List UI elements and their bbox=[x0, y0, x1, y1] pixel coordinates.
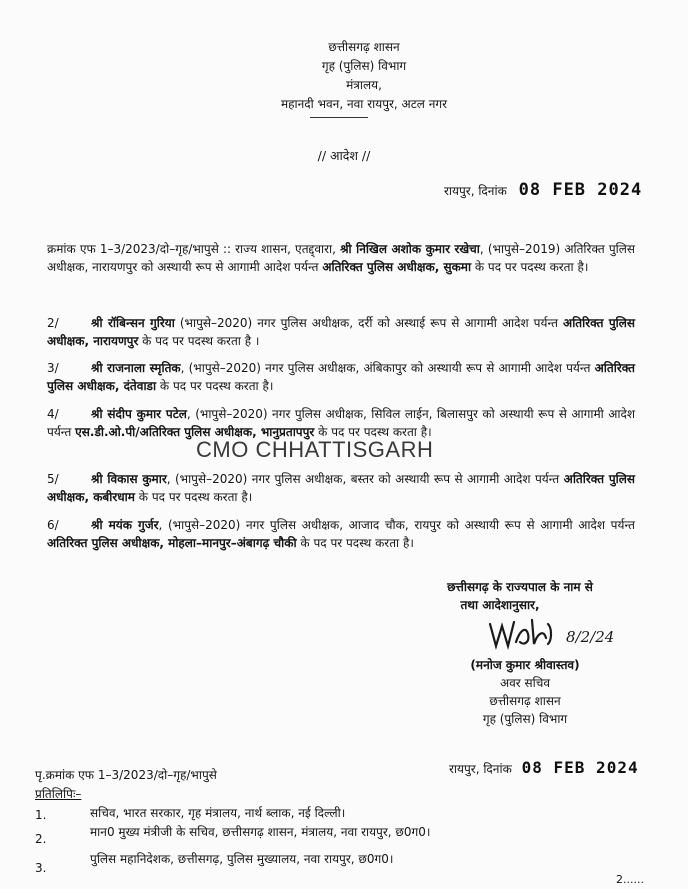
copy-item: सचिव, भारत सरकार, गृह मंत्रालय, नार्थ ब्लाक, नई दिल्ली। bbox=[90, 806, 346, 820]
copy-item-number: 2. bbox=[35, 832, 47, 846]
para-number: 2/ bbox=[47, 316, 59, 330]
order-paragraph-5 bbox=[47, 470, 635, 506]
officer-name: श्री मयंक गुर्जर bbox=[91, 518, 159, 532]
para-text: के पद पर पदस्थ करता है । bbox=[138, 334, 260, 348]
para-text: के पद पर पदस्थ करता है। bbox=[134, 490, 253, 504]
order-paragraph-1 bbox=[47, 240, 635, 276]
authority-line-2: तथा आदेशानुसार, bbox=[460, 598, 540, 612]
date-prefix: रायपुर, दिनांक bbox=[444, 184, 507, 198]
para-text: (भापुसे–2020) नगर पुलिस अधीक्षक, दर्री को अस्थाई रूप से आगामी आदेश पर्यन्त bbox=[174, 316, 564, 330]
para-number: 3/ bbox=[47, 361, 59, 375]
endorsement-ref: पृ.क्रमांक एफ 1–3/2023/दो–गृह/भापुसे bbox=[35, 768, 217, 782]
para-text: , (भापुसे–2020) नगर पुलिस अधीक्षक, अंबिकापुर को अस्थायी रूप से आगामी आदेश पर्यन्त bbox=[180, 361, 595, 375]
para-text: के पद पर पदस्थ करता है। bbox=[156, 379, 274, 393]
date-stamp: 08 FEB 2024 bbox=[521, 758, 639, 777]
new-posting: अतिरिक्त पुलिस अधीक्षक, मोहला–मानपुर–अंबागढ़ चौकी bbox=[47, 536, 297, 550]
para-text: के पद पर पदस्थ करता है। bbox=[296, 536, 414, 550]
copy-item: पुलिस महानिदेशक, छत्तीसगढ़, पुलिस मुख्यालय, नवा रायपुर, छ0ग0। bbox=[90, 852, 394, 866]
authority-line-1: छत्तीसगढ़ के राज्यपाल के नाम से bbox=[447, 580, 593, 594]
govt-name: छत्तीसगढ़ शासन bbox=[328, 40, 400, 54]
para-number: 5/ bbox=[47, 472, 59, 486]
new-posting: एस.डी.ओ.पी/अतिरिक्त पुलिस अधीक्षक, भानुप्रतापपुर bbox=[75, 425, 315, 439]
new-posting: अतिरिक्त पुलिस अधीक्षक, नारायणपुर bbox=[47, 316, 635, 348]
date-stamp: 08 FEB 2024 bbox=[518, 180, 643, 200]
para-text: क्रमांक एफ 1–3/2023/दो–गृह/भापुसे :: राज्य शासन, एतद्द्वारा, bbox=[47, 242, 341, 256]
order-date-line bbox=[444, 180, 642, 200]
officer-name: श्री निखिल अशोक कुमार रखेचा bbox=[340, 242, 480, 256]
new-posting: अतिरिक्त पुलिस अधीक्षक, सुकमा bbox=[322, 260, 472, 274]
para-text: के पद पर पदस्थ करता है। bbox=[471, 260, 589, 274]
date-prefix: रायपुर, दिनांक bbox=[449, 762, 512, 776]
officer-name: श्री संदीप कुमार पटेल bbox=[91, 407, 187, 421]
address: महानदी भवन, नवा रायपुर, अटल नगर bbox=[280, 97, 448, 111]
copy-item: मान0 मुख्य मंत्रीजी के सचिव, छत्तीसगढ़ शासन, मंत्रालय, नवा रायपुर, छ0ग0। bbox=[90, 825, 431, 839]
para-number: 6/ bbox=[47, 518, 59, 532]
department-name: गृह (पुलिस) विभाग bbox=[321, 59, 407, 73]
header-divider bbox=[310, 117, 368, 118]
signature-date: 8/2/24 bbox=[566, 628, 615, 646]
copy-item-number: 1. bbox=[35, 808, 47, 822]
signatory-designation: अवर सचिव bbox=[499, 676, 551, 690]
para-text: , (भापुसे–2020) नगर पुलिस अधीक्षक, बस्तर को अस्थायी रूप से आगामी आदेश पर्यन्त bbox=[166, 472, 564, 486]
officer-name: श्री रॉबिन्सन गुरिया bbox=[91, 316, 175, 330]
officer-name: श्री राजनाला स्मृतिक bbox=[91, 361, 181, 375]
ministry-name: मंत्रालय, bbox=[346, 78, 382, 92]
signatory-block bbox=[420, 656, 630, 728]
watermark: CMO CHHATTISGARH bbox=[196, 437, 434, 462]
para-text: के पद पर पदस्थ करता है। bbox=[314, 425, 432, 439]
para-text: , (भापुसे–2020) नगर पुलिस अधीक्षक, सिविल लाईन, बिलासपुर को अस्थायी रूप से आगामी आदेश पर्यन्त bbox=[47, 407, 635, 439]
order-title: // आदेश // bbox=[317, 148, 371, 163]
para-number: 4/ bbox=[47, 407, 59, 421]
copy-label: प्रतिलिपिः– bbox=[35, 787, 82, 801]
order-paragraph-2 bbox=[47, 314, 635, 350]
letterhead bbox=[0, 38, 688, 114]
page-continuation: 2...... bbox=[616, 873, 644, 886]
authority-block bbox=[394, 578, 646, 614]
new-posting: अतिरिक्त पुलिस अधीक्षक, कबीरधाम bbox=[47, 472, 635, 504]
signatory-name: (मनोज कुमार श्रीवास्तव) bbox=[470, 658, 580, 672]
copy-item-number: 3. bbox=[35, 861, 47, 875]
order-paragraph-3 bbox=[47, 359, 635, 395]
para-text: , (भापुसे–2020) नगर पुलिस अधीक्षक, आजाद चौक, रायपुर को अस्थायी रूप से आगामी आदेश पर्यन्त bbox=[158, 518, 635, 532]
endorsement-date-line bbox=[449, 758, 639, 777]
order-paragraph-4 bbox=[47, 405, 635, 441]
signatory-dept-2: गृह (पुलिस) विभाग bbox=[482, 712, 568, 726]
new-posting: अतिरिक्त पुलिस अधीक्षक, दंतेवाडा bbox=[47, 361, 635, 393]
order-paragraph-6 bbox=[47, 516, 635, 552]
para-text: , (भापुसे–2019) अतिरिक्त पुलिस अधीक्षक, नारायणपुर को अस्थायी रूप से आगामी आदेश पर्यन्त bbox=[47, 242, 635, 274]
officer-name: श्री विकास कुमार bbox=[91, 472, 167, 486]
signatory-dept-1: छत्तीसगढ़ शासन bbox=[489, 694, 561, 708]
signature-icon bbox=[486, 612, 568, 654]
